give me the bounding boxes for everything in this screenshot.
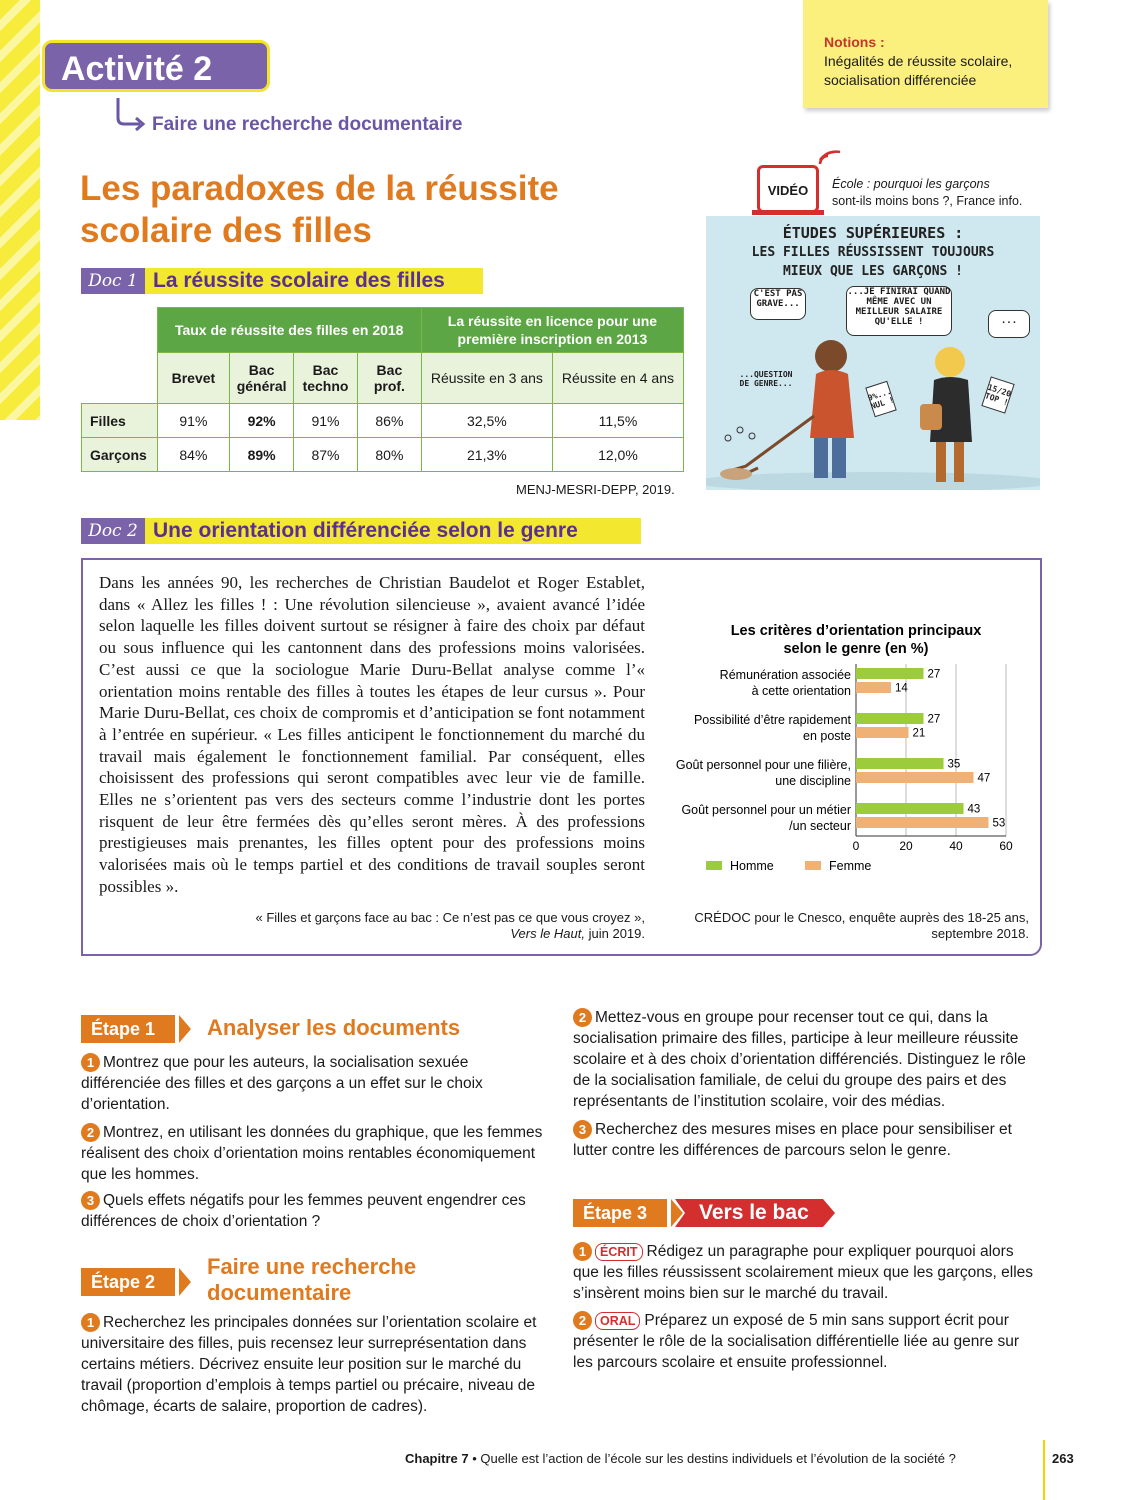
doc2-paragraph: Dans les années 90, les recherches de Christian Baudelot et Roger Establet, dans « Allez les filles ! : Une révolution silencieuse », avaient avancé l’idée selon laquelle les filles doivent surtout se résigner à faire des choix par défaut ou sous influence qui les cantonnent dans des professions moins valorisées. C’est aussi ce que la sociologue Marie Duru-Bellat analyse comme l’« orientation moins rentable des filles à toutes les étapes de leur cursus ». Pour Marie Duru-Bellat, ces choix de compromis et d’anticipation se font notamment à l’entrée en supérieur. « Les filles anticipent le fonctionnement du marché du travail mais également le fonctionnement familial. Par conséquent, elles choisissent des professions qui seront compatibles avec leur vie de famille. Elles ne s’orientent pas vers des secteurs comme l’industrie dont les portes risquent de leur être fermées dès qu’elles seront mères. À des professions prestigieuses mais prenantes, les filles optent pour des professions moins valorisées mais où le temps partiel et des conditions de travail souples seront possibles ».: [99, 573, 645, 896]
etape1-title: Analyser les documents: [207, 1015, 461, 1040]
table-row: [82, 438, 684, 472]
chart-legend-swatch: [805, 861, 821, 870]
chart-legend-label: Femme: [829, 859, 872, 873]
notions-text: Inégalités de réussite scolaire, socialisation différenciée: [824, 53, 1013, 88]
chart-bar: [856, 817, 989, 828]
footer-text: • Quelle est l’action de l’école sur les destins individuels et l’évolution de la société ?: [468, 1451, 956, 1466]
footer-chapter: Chapitre 7: [405, 1451, 469, 1466]
chart-category-label: Possibilité d’être rapidement: [693, 713, 851, 727]
table-cell: 21,3%: [421, 438, 552, 472]
chart-tick-label: 0: [852, 839, 860, 853]
chart-bar: [856, 772, 974, 783]
doc1-source: MENJ-MESRI-DEPP, 2019.: [516, 482, 675, 497]
doc2-tag: Doc 2: [81, 518, 145, 544]
chart-tick-label: 60: [999, 839, 1013, 853]
chart-category-label: /un secteur: [789, 819, 851, 833]
etape3-title-banner: [675, 1199, 835, 1227]
etape3-label: Étape 3: [573, 1199, 667, 1227]
footer-divider: [1043, 1440, 1045, 1500]
table-cell: 84%: [157, 438, 230, 472]
chart-source: [660, 910, 1029, 942]
table-group-header-licence: La réussite en licence pour une première inscription en 2013: [421, 308, 683, 353]
col-header: Bac général: [230, 353, 294, 404]
cartoon-side-text: ...QUESTION DE GENRE...: [739, 370, 793, 388]
arrow-right-icon: [112, 96, 148, 132]
chart-category-label: une discipline: [775, 774, 851, 788]
chart-data-label: 21: [912, 727, 926, 740]
table-cell: 91%: [294, 404, 358, 438]
chart-legend-swatch: [706, 861, 722, 870]
etape2-title-line1: Faire une recherche: [207, 1254, 417, 1279]
row-header: Filles: [82, 404, 158, 438]
video-text-line1: École : pourquoi les garçons: [832, 177, 990, 191]
table-cell: 80%: [357, 438, 421, 472]
doc2-title: Une orientation différenciée selon le genre: [153, 519, 578, 542]
col-header: Réussite en 3 ans: [421, 353, 552, 404]
table-group-header-2018: Taux de réussite des filles en 2018: [157, 308, 421, 353]
cartoon-illustration: [706, 216, 1040, 490]
chart-bar: [856, 713, 924, 724]
etape2-title-line2: documentaire: [207, 1280, 352, 1305]
cartoon-bubble: ...: [988, 310, 1030, 338]
chart-data-label: 53: [992, 817, 1006, 830]
etape3-title: Vers le bac: [699, 1201, 809, 1224]
cartoon-caption-line3: MIEUX QUE LES GARÇONS !: [782, 264, 963, 279]
cartoon-paper-text: 15/20 TOP !: [983, 382, 1013, 408]
list-item: 2 Montrez, en utilisant les données du graphique, que les femmes réalisent des choix d’orientation moins rentables économiquement que les hommes.: [81, 1124, 543, 1183]
page-title-line2: scolaire des filles: [80, 211, 372, 250]
page-title: [80, 168, 600, 252]
video-icon[interactable]: VIDÉO: [757, 165, 819, 213]
doc2-source-line1: « Filles et garçons face au bac : Ce n’est pas ce que vous croyez »,: [255, 910, 645, 925]
doc1-tag: Doc 1: [81, 268, 145, 294]
list-item: 1 Montrez que pour les auteurs, la socialisation sexuée différenciée des filles et des garçons a un effet sur le choix d’orientation.: [81, 1054, 483, 1113]
list-item: 2 Mettez-vous en groupe pour recenser tout ce qui, dans la socialisation primaire des filles, participe à leur meilleure réussite scolaire et à des choix d’orientation différenciés. Distinguez le rôle de la socialisation familiale, de celui du groupe des pairs et des représentants de l’institution scolaire, voir des médias.: [573, 1009, 1026, 1110]
chart-data-label: 14: [895, 682, 908, 695]
activity-subtitle: Faire une recherche documentaire: [152, 114, 463, 135]
cartoon-paper-text: 9%... NUL !: [866, 386, 896, 412]
list-item: 1 Recherchez les principales données sur l’orientation scolaire et universitaire des filles, puis recensez leur surreprésentation dans certains métiers. Décrivez ensuite leur position sur le marché du travail (proportion d’emplois à temps partiel ou précaire, niveau de chômage, écarts de salaire, proportion de cadres).: [81, 1314, 537, 1415]
doc2-source-italic: Vers le Haut,: [510, 926, 585, 941]
col-header: Bac prof.: [357, 353, 421, 404]
list-item: 3 Quels effets négatifs pour les femmes peuvent engendrer ces différences de choix d’orientation ?: [81, 1192, 526, 1230]
chart-bar: [856, 803, 964, 814]
list-item: 1 ÉCRIT Rédigez un paragraphe pour expliquer pourquoi alors que les filles réussissent scolairement mieux que les garçons, elles s’insèrent moins bien sur le marché du travail.: [573, 1243, 1034, 1302]
chart-data-label: 27: [927, 713, 941, 726]
chart-tick-label: 20: [899, 839, 913, 853]
doc1-title: La réussite scolaire des filles: [153, 269, 445, 292]
oral-badge: ORAL: [595, 1312, 640, 1330]
notions-label: Notions :: [824, 34, 885, 50]
chart-title: Les critères d’orientation principaux: [730, 623, 982, 639]
page-number: 263: [1052, 1451, 1074, 1466]
cartoon-bubble: C'EST PAS GRAVE...: [750, 288, 806, 320]
chart-data-label: 43: [967, 803, 981, 816]
etape-arrow-icon: [179, 1268, 191, 1296]
broadcast-icon: [816, 148, 846, 178]
video-stand: [752, 210, 824, 215]
etape1-label: Étape 1: [81, 1015, 175, 1043]
footer: [405, 1451, 956, 1466]
chart-category-label: Rémunération associée: [719, 668, 851, 682]
chart-category-label: à cette orientation: [751, 684, 851, 698]
chart-source-line2: septembre 2018.: [931, 926, 1029, 941]
chart-category-label: Goût personnel pour une filière,: [675, 758, 851, 772]
table-cell: 32,5%: [421, 404, 552, 438]
list-item: 3 Recherchez des mesures mises en place pour sensibiliser et lutter contre les différences de parcours selon le genre.: [573, 1121, 1012, 1159]
etape2-title: [207, 1254, 416, 1306]
chart-data-label: 47: [977, 772, 991, 785]
page-title-line1: Les paradoxes de la réussite: [80, 169, 559, 208]
video-text-line2: sont-ils moins bons ?, France info.: [832, 194, 1023, 208]
ecrit-badge: ÉCRIT: [595, 1243, 643, 1261]
table-cell: 12,0%: [552, 438, 683, 472]
doc1-header: [81, 268, 483, 294]
chart-source-line1: CRÉDOC pour le Cnesco, enquête auprès des 18-25 ans,: [694, 910, 1029, 925]
chart-data-label: 35: [947, 758, 961, 771]
video-link[interactable]: [832, 176, 1032, 210]
notions-note: [803, 0, 1048, 108]
orientation-chart: [660, 612, 1040, 882]
chart-bar: [856, 682, 891, 693]
cartoon-caption-line1: ÉTUDES SUPÉRIEURES :: [782, 224, 964, 242]
col-header: Réussite en 4 ans: [552, 353, 683, 404]
cartoon-bubble: ...JE FINIRAI QUAND MÊME AVEC UN MEILLEUR SALAIRE QU'ELLE !: [846, 286, 952, 336]
table-cell: 87%: [294, 438, 358, 472]
doc2-source-rest: juin 2019.: [585, 926, 645, 941]
doc2-source: [99, 910, 645, 942]
table-cell: 86%: [357, 404, 421, 438]
row-header: Garçons: [82, 438, 158, 472]
col-header: Bac techno: [294, 353, 358, 404]
chart-title: selon le genre (en %): [783, 641, 929, 657]
table-row: [82, 404, 684, 438]
cartoon-figures: [706, 216, 1040, 490]
chart-bar: [856, 668, 924, 679]
etape2-label: Étape 2: [81, 1268, 175, 1296]
chart-category-label: Goût personnel pour un métier: [681, 803, 851, 817]
chart-tick-label: 40: [949, 839, 963, 853]
cartoon-caption-line2: LES FILLES RÉUSSISSENT TOUJOURS: [751, 245, 995, 260]
table-cell: 11,5%: [552, 404, 683, 438]
table-cell: 89%: [230, 438, 294, 472]
list-item: 2 ORAL Préparez un exposé de 5 min sans support écrit pour présenter le rôle de la socialisation différentielle liée au genre sur les parcours scolaire et ensuite professionnel.: [573, 1312, 1020, 1371]
table-cell: 92%: [230, 404, 294, 438]
chart-legend-label: Homme: [730, 859, 774, 873]
doc2-header: [81, 518, 641, 544]
chart-data-label: 27: [927, 668, 941, 681]
decorative-stripe: [0, 0, 40, 420]
chart-category-label: en poste: [803, 729, 851, 743]
activity-label: Activité 2: [42, 40, 270, 92]
chart-bar: [856, 758, 944, 769]
etape-arrow-icon: [179, 1015, 191, 1043]
chart-bar: [856, 727, 909, 738]
col-header: Brevet: [157, 353, 230, 404]
doc1-table: [81, 307, 684, 472]
table-cell: 91%: [157, 404, 230, 438]
